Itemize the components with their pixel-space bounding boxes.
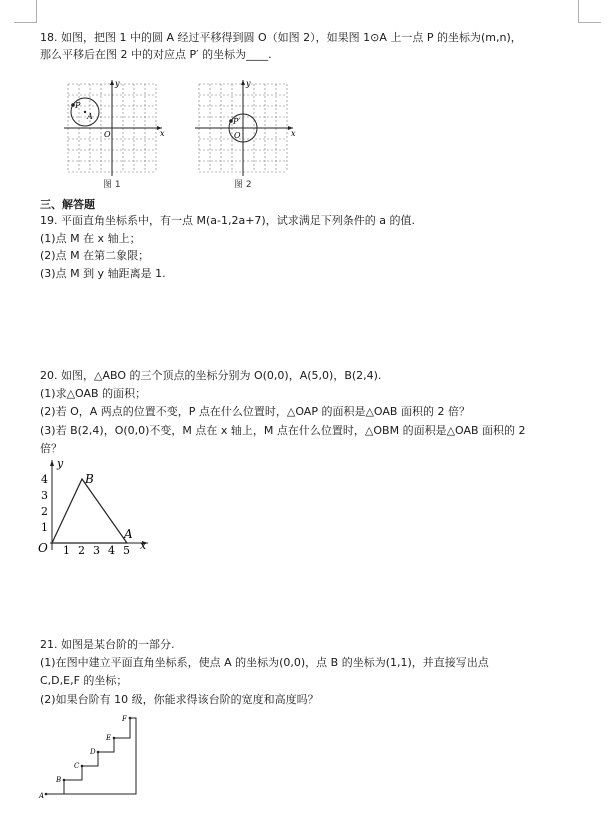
q20-y-tick: 4 — [41, 473, 48, 486]
page-corner-mark-left — [14, 0, 37, 23]
q21-text-line3: C,D,E,F 的坐标； — [40, 674, 128, 687]
q18-figure1 — [62, 78, 172, 178]
q18-figure2 — [193, 78, 303, 178]
fig2-label-o: O — [234, 131, 241, 140]
q21-label-d: D — [90, 748, 96, 756]
q20-label-o: O — [38, 541, 48, 555]
fig1-label-o: O — [104, 130, 111, 139]
q20-y-tick: 2 — [41, 505, 48, 518]
q20-y-tick: 1 — [41, 521, 48, 534]
q19-text-line4: (3)点 M 到 y 轴距离是 1. — [40, 267, 166, 280]
q20-label-y: y — [57, 457, 64, 470]
section-title-answers: 三、解答题 — [40, 198, 95, 211]
q20-text-line3: (2)若 O，A 两点的位置不变，P 点在什么位置时，△OAP 的面积是△OAB 面积的 2 倍？ — [40, 405, 470, 418]
q20-text-line4: (3)若 B(2,4)，O(0,0)不变，M 点在 x 轴上，M 点在什么位置时，△OBM 的面积是△OAB 面积的 2 — [40, 424, 526, 437]
fig1-label-y: y — [115, 79, 120, 88]
page-corner-mark-right — [578, 0, 601, 23]
q18-text-line2: 那么平移后在图 2 中的对应点 P′ 的坐标为____. — [40, 48, 272, 61]
q20-label-a: A — [124, 527, 133, 541]
q19-text-line2: (1)点 M 在 x 轴上； — [40, 232, 141, 245]
fig2-label-y: y — [246, 79, 251, 88]
q21-text-line2: (1)在图中建立平面直角坐标系，使点 A 的坐标为(0,0)，点 B 的坐标为(1,1)，并直接写出点 — [40, 656, 489, 669]
fig1-label-x: x — [160, 129, 165, 138]
q21-label-b: B — [56, 776, 62, 784]
fig1-label-a: A — [87, 112, 93, 121]
q21-label-f: F — [122, 715, 127, 723]
q21-text-line1: 21. 如图是某台阶的一部分. — [40, 638, 175, 651]
q18-figure2-caption: 图 2 — [234, 180, 252, 190]
q20-x-tick: 1 — [63, 544, 70, 556]
q20-label-b: B — [85, 472, 94, 486]
q20-label-x: x — [140, 539, 147, 552]
q21-label-e: E — [106, 734, 112, 742]
q20-text-line5: 倍？ — [40, 442, 62, 455]
fig2-label-x: x — [291, 129, 296, 138]
q18-text-line1: 18. 如图，把图 1 中的圆 A 经过平移得到圆 O（如图 2），如果图 1⊙A 上一点 P 的坐标为(m,n)， — [40, 31, 522, 44]
q21-label-c: C — [74, 762, 80, 770]
q19-text-line1: 19. 平面直角坐标系中，有一点 M(a-1,2a+7)，试求满足下列条件的 a 的值. — [40, 214, 415, 227]
fig1-center-a — [84, 111, 86, 113]
q20-x-tick: 3 — [93, 544, 100, 556]
q20-x-tick: 4 — [108, 544, 115, 556]
fig1-label-p: P — [75, 101, 81, 110]
q20-y-tick: 3 — [41, 489, 48, 502]
q20-text-line2: (1)求△OAB 的面积； — [40, 387, 147, 400]
q21-figure-stairs — [36, 712, 146, 802]
fig2-label-p-prime: P′ — [233, 117, 241, 126]
q19-text-line3: (2)点 M 在第二象限； — [40, 249, 150, 262]
q20-text-line1: 20. 如图，△ABO 的三个顶点的坐标分别为 O(0,0)，A(5,0)，B(2,4). — [40, 369, 382, 382]
q20-x-tick: 2 — [78, 544, 85, 556]
q20-figure-triangle — [36, 456, 156, 556]
q18-figure1-caption: 图 1 — [103, 180, 121, 190]
q20-triangle-oab — [52, 479, 127, 543]
q21-text-line4: (2)如果台阶有 10 级，你能求得该台阶的宽度和高度吗？ — [40, 693, 319, 706]
q20-x-tick: 5 — [123, 544, 130, 556]
q21-label-a: A — [39, 792, 45, 800]
